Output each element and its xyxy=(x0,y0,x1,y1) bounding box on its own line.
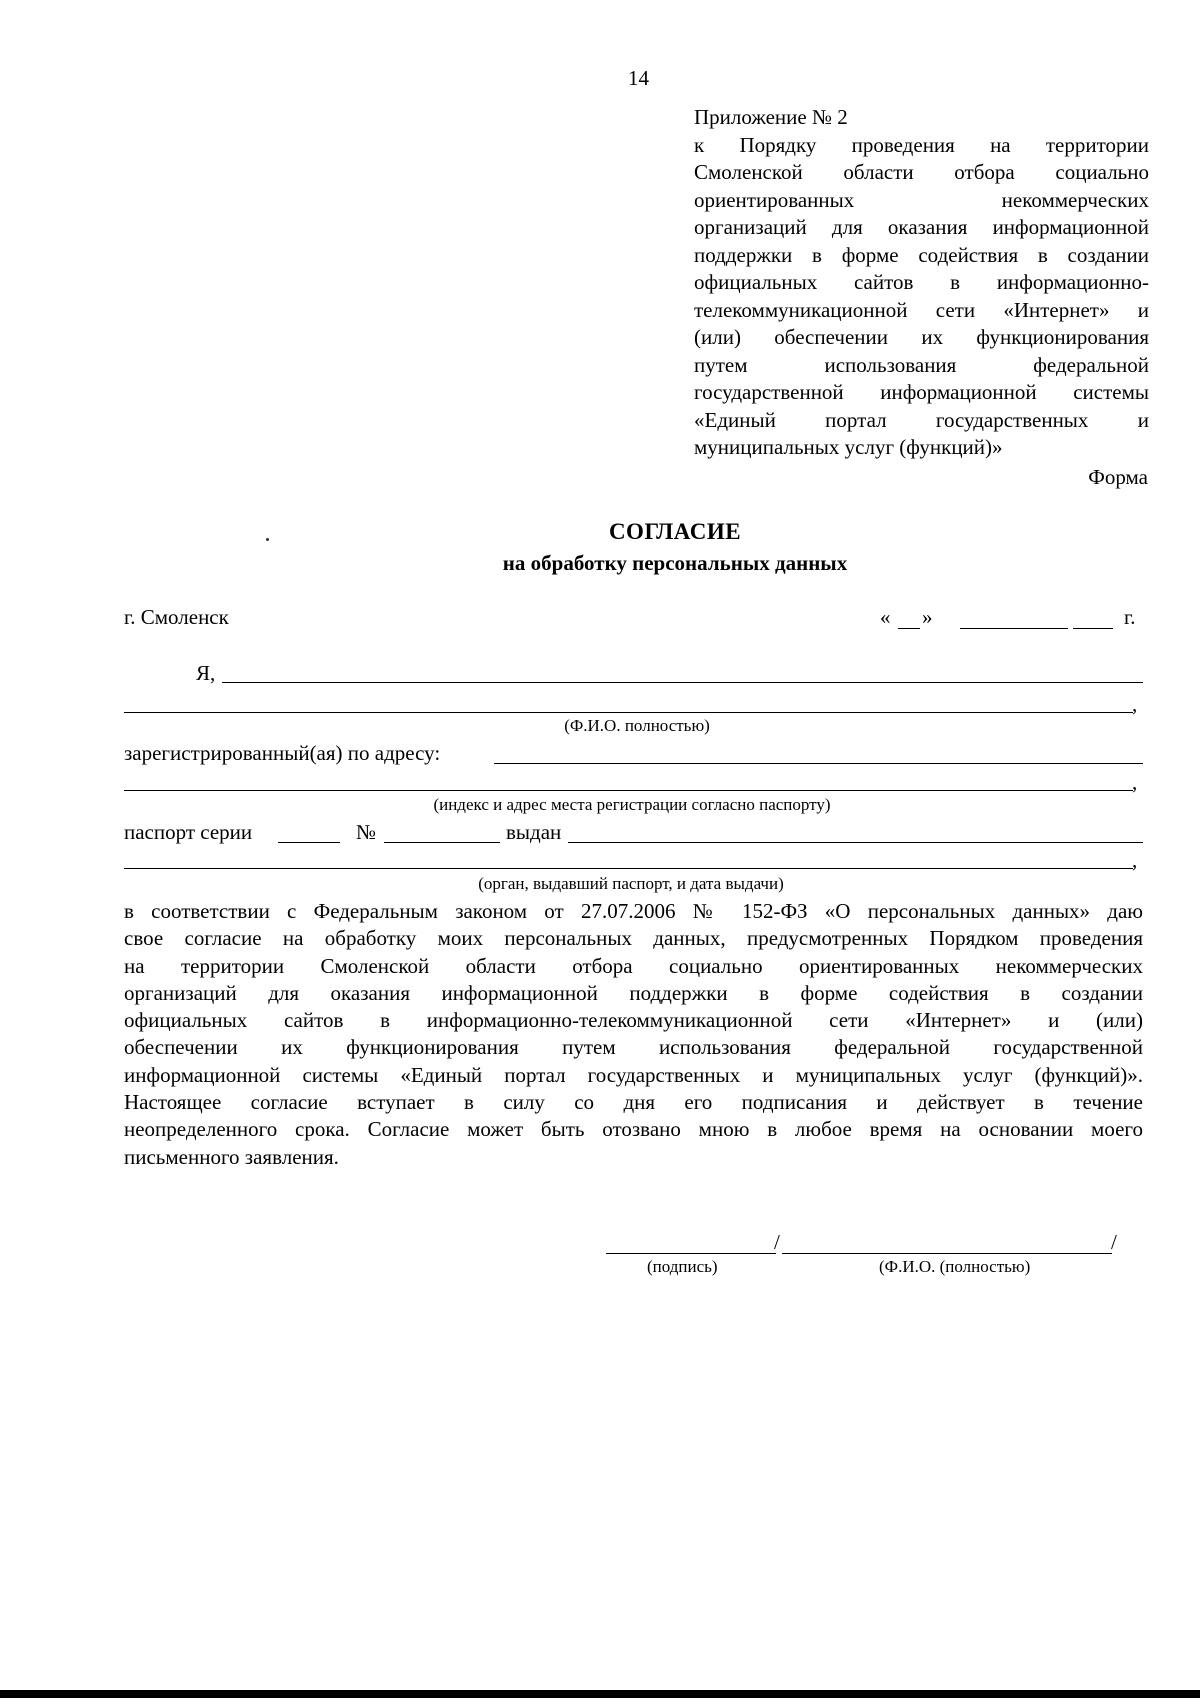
issuer-comma: , xyxy=(1132,848,1138,872)
appendix-line: Смоленской области отбора социально xyxy=(694,160,1149,184)
appendix-line: ориентированных некоммерческих xyxy=(694,187,1149,212)
date-day-field[interactable] xyxy=(898,628,920,629)
scan-bottom-edge xyxy=(0,1690,1200,1698)
appendix-line: муниципальных услуг (функций)» xyxy=(694,435,1003,459)
signature-slash-end: / xyxy=(1111,1230,1117,1254)
body-line: неопределенного срока. Согласие может быть отозвано мною в любое время на основании моего xyxy=(124,1117,1143,1142)
appendix-line: «Единый портал государственных и xyxy=(694,407,1149,432)
issuer-caption: (орган, выдавший паспорт, и дата выдачи) xyxy=(478,874,784,893)
body-line: организаций для оказания информационной поддержки в форме содействия в создании xyxy=(124,980,1143,1005)
signature-field[interactable] xyxy=(606,1253,776,1254)
appendix-line: государственной информационной системы xyxy=(694,380,1149,404)
signature-caption: (подпись) xyxy=(647,1257,718,1276)
body-line: информационной системы «Единый портал государственных и муниципальных услуг (функций)». xyxy=(124,1062,1143,1087)
address-caption: (индекс и адрес места регистрации согласно паспорту) xyxy=(433,795,831,814)
document-subtitle: на обработку персональных данных xyxy=(502,551,848,575)
document-title: СОГЛАСИЕ xyxy=(608,519,742,544)
fio-caption: (Ф.И.О. полностью) xyxy=(564,716,710,735)
address-label: зарегистрированный(ая) по адресу: xyxy=(124,741,441,765)
issuer-field-line-2[interactable] xyxy=(124,868,1133,869)
body-line: официальных сайтов в информационно-телекоммуникационной сети «Интернет» и (или) xyxy=(124,1008,1143,1033)
body-line: на территории Смоленской области отбора социально ориентированных некоммерческих xyxy=(124,953,1143,978)
date-month-field[interactable] xyxy=(960,628,1068,629)
number-sign: № xyxy=(356,820,377,844)
body-line: в соответствии с Федеральным законом от 27.07.2006 № 152-ФЗ «О персональных данных» даю xyxy=(124,899,1143,923)
body-line: свое согласие на обработку моих персональных данных, предусмотренных Порядком проведения xyxy=(124,926,1143,951)
issuer-field-line-1[interactable] xyxy=(568,842,1143,843)
body-line: Настоящее согласие вступает в силу со дня его подписания и действует в течение xyxy=(124,1090,1143,1115)
appendix-line: телекоммуникационной сети «Интернет» и xyxy=(694,297,1149,322)
city-label: г. Смоленск xyxy=(124,605,229,629)
appendix-line: официальных сайтов в информационно- xyxy=(694,270,1149,294)
scan-speck xyxy=(266,538,269,541)
body-line: письменного заявления. xyxy=(124,1144,339,1169)
body-line: обеспечении их функционирования путем использования федеральной государственной xyxy=(124,1035,1143,1060)
page-number: 14 xyxy=(628,66,649,90)
appendix-line: к Порядку проведения на территории xyxy=(694,132,1149,157)
address-comma: , xyxy=(1132,770,1138,794)
signature-fio-caption: (Ф.И.О. (полностью) xyxy=(879,1257,1031,1276)
appendix-line: Приложение № 2 xyxy=(694,105,848,129)
issued-label: выдан xyxy=(506,820,562,844)
fio-field-line-2[interactable] xyxy=(124,712,1133,713)
signature-fio-field[interactable] xyxy=(782,1253,1112,1254)
date-quote-open: « xyxy=(880,605,891,629)
address-field-line-1[interactable] xyxy=(494,763,1143,764)
fio-field-line-1[interactable] xyxy=(222,682,1143,683)
year-suffix: г. xyxy=(1124,605,1136,629)
date-quote-close: » xyxy=(922,605,933,629)
appendix-line: путем использования федеральной xyxy=(694,352,1149,377)
date-year-field[interactable] xyxy=(1073,628,1113,629)
signature-slash: / xyxy=(774,1230,780,1254)
appendix-header xyxy=(694,104,1149,462)
passport-series-label: паспорт серии xyxy=(124,820,253,844)
consent-body xyxy=(124,898,1143,1171)
passport-series-field[interactable] xyxy=(278,842,340,843)
passport-number-field[interactable] xyxy=(384,842,500,843)
form-label: Форма xyxy=(1088,465,1148,489)
fio-comma: , xyxy=(1132,692,1138,716)
i-label: Я, xyxy=(196,661,216,685)
appendix-line: организаций для оказания информационной xyxy=(694,215,1149,239)
appendix-line: поддержки в форме содействия в создании xyxy=(694,242,1149,267)
address-field-line-2[interactable] xyxy=(124,790,1133,791)
appendix-line: (или) обеспечении их функционирования xyxy=(694,325,1149,349)
